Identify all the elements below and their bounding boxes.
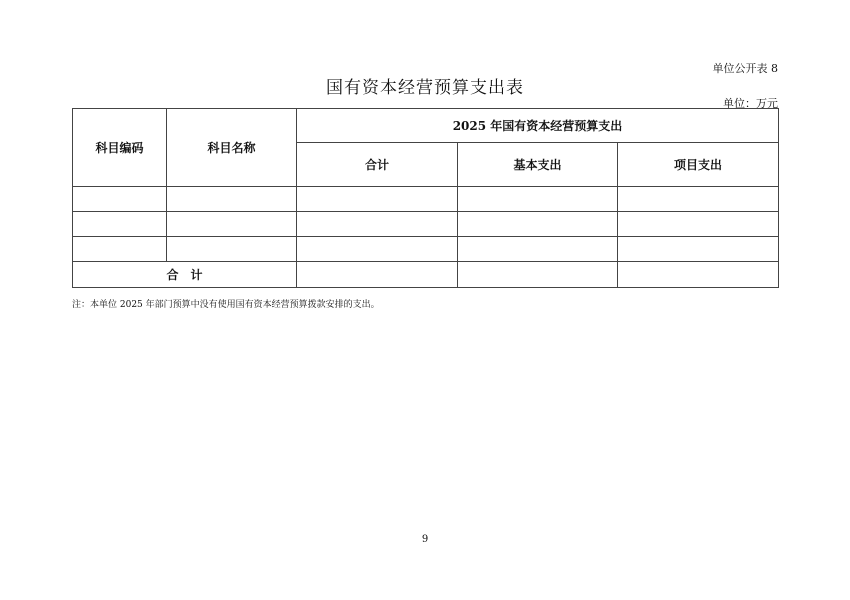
header-row-1: [73, 109, 779, 143]
table-cell: [73, 187, 167, 212]
table-cell: [297, 237, 458, 262]
table-cell: [73, 237, 167, 262]
table-cell: [618, 212, 779, 237]
budget-table: [72, 108, 779, 288]
total-row: [73, 262, 779, 288]
col-header-project: 项目支出: [618, 143, 779, 187]
col-header-code: 科目编码: [73, 109, 167, 187]
table-cell: [167, 187, 297, 212]
col-header-basic: 基本支出: [458, 143, 618, 187]
group-header: 2025 年国有资本经营预算支出: [297, 109, 779, 143]
table-row: [73, 187, 779, 212]
table-cell: [297, 212, 458, 237]
col-header-total: 合计: [297, 143, 458, 187]
table-cell: [167, 212, 297, 237]
total-cell: [297, 262, 458, 288]
footnote: 注：本单位 2025 年部门预算中没有使用国有资本经营预算拨款安排的支出。: [72, 300, 380, 310]
page-number: 9: [421, 534, 429, 545]
table-cell: [297, 187, 458, 212]
table-cell: [458, 212, 618, 237]
table-cell: [167, 237, 297, 262]
total-cell: [458, 262, 618, 288]
table-row: [73, 237, 779, 262]
table-cell: [458, 187, 618, 212]
table-cell: [458, 237, 618, 262]
table-row: [73, 212, 779, 237]
page-title: 国有资本经营预算支出表: [326, 78, 524, 98]
col-header-name: 科目名称: [167, 109, 297, 187]
table-cell: [618, 187, 779, 212]
total-cell: [618, 262, 779, 288]
table-label: 单位公开表 8: [712, 62, 778, 75]
table-cell: [73, 212, 167, 237]
table-cell: [618, 237, 779, 262]
unit-label: 单位：万元: [723, 97, 778, 110]
total-label: 合 计: [73, 262, 297, 288]
